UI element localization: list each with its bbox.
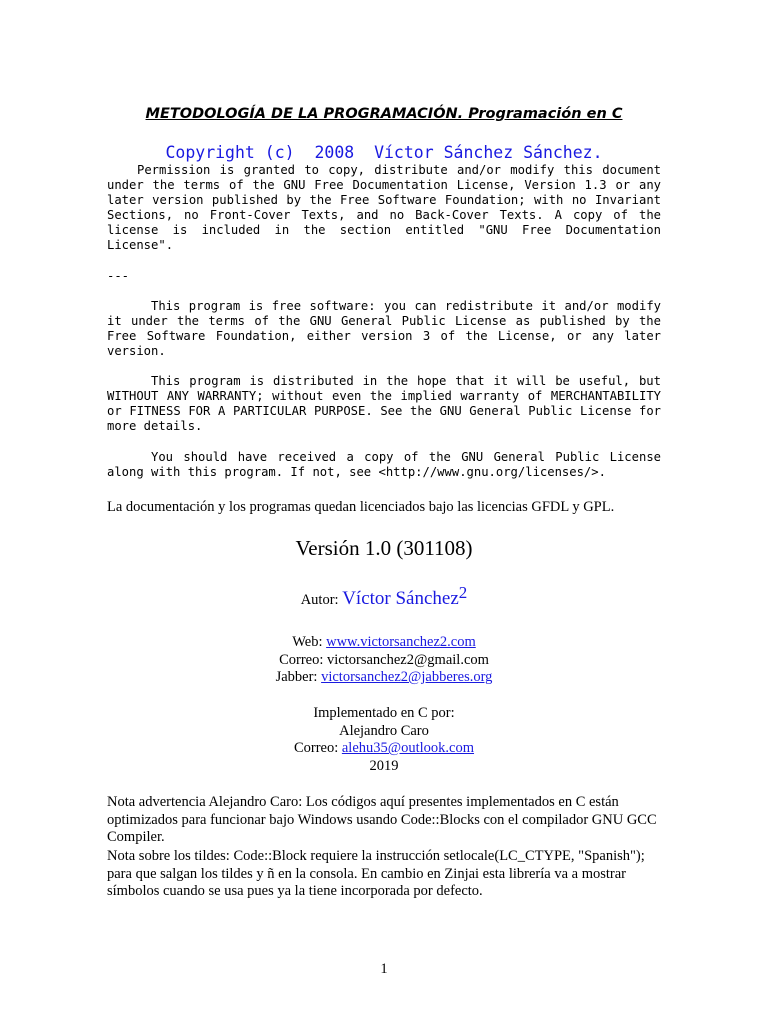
- implementer-email-line: [107, 740, 661, 758]
- gpl-paragraph-1: This program is free software: you can redistribute it and/or modify it under the terms of the GNU General Public License as published by the Free Software Foundation, either version 3 of the License, or any later version.: [107, 299, 661, 358]
- note-windows: Nota advertencia Alejandro Caro: Los códigos aquí presentes implementados en C están optimizados para funcionar bajo Windows usando Code::Blocks con el compilador GNU GCC Compiler.: [107, 794, 657, 845]
- copyright-line: Copyright (c) 2008 Víctor Sánchez Sánchez.: [165, 143, 603, 162]
- jabber-link[interactable]: victorsanchez2@jabberes.org: [321, 669, 493, 685]
- email-label: Correo:: [279, 651, 324, 668]
- document-title: METODOLOGÍA DE LA PROGRAMACIÓN. Programación en C: [145, 106, 623, 122]
- implementation-year: 2019: [369, 757, 399, 774]
- version-line: Versión 1.0 (301108): [295, 536, 473, 560]
- author-name: Víctor Sánchez: [342, 588, 459, 609]
- implementer-email-link[interactable]: alehu35@outlook.com: [341, 740, 475, 756]
- implementer-name: Alejandro Caro: [339, 722, 429, 739]
- gpl-paragraph-3: You should have received a copy of the GNU General Public License along with this program. If not, see <http://www.gnu.org/licenses/>.: [107, 450, 661, 479]
- web-line: [107, 634, 661, 652]
- author-line: [107, 584, 661, 610]
- jabber-line: [107, 669, 661, 687]
- web-label: Web:: [292, 634, 323, 650]
- gfdl-notice: Permission is granted to copy, distribute and/or modify this document under the terms of the GNU Free Documentation License, Version 1.3 or any later version published by the Free Software Foundation; with no Invariant Sections, no Front-Cover Texts, and no Back-Cover Texts. A copy of the license is included in the section entitled "GNU Free Documentation License".: [107, 163, 661, 252]
- page-number: 1: [380, 961, 388, 977]
- author-label: Autor:: [300, 592, 339, 608]
- license-statement: La documentación y los programas quedan licenciados bajo las licencias GFDL y GPL.: [107, 499, 615, 515]
- email-line: [107, 652, 661, 670]
- separator: ---: [107, 269, 130, 283]
- gpl-paragraph-2: This program is distributed in the hope that it will be useful, but WITHOUT ANY WARRANTY; without even the implied warranty of MERCHANTABILITY or FITNESS FOR A PARTICULAR PURPOSE. See the GNU General Public License for more details.: [107, 374, 661, 433]
- implementer-email-label: Correo:: [293, 740, 339, 756]
- jabber-label: Jabber:: [275, 669, 318, 685]
- web-link[interactable]: www.victorsanchez2.com: [326, 634, 476, 650]
- implementation-block: [107, 705, 661, 775]
- contact-block: [107, 634, 661, 687]
- note-accents: Nota sobre los tildes: Code::Block requiere la instrucción setlocale(LC_CTYPE, "Spanish"); para que salgan los tildes y ñ en la consola. En cambio en Zinjai esta librería va a mostrar símbolos cuando se usa pues ya la tiene incorporada por defecto.: [107, 848, 645, 899]
- email-value: victorsanchez2@gmail.com: [327, 651, 489, 668]
- author-superscript: 2: [458, 583, 468, 602]
- implementation-line: Implementado en C por:: [313, 705, 455, 721]
